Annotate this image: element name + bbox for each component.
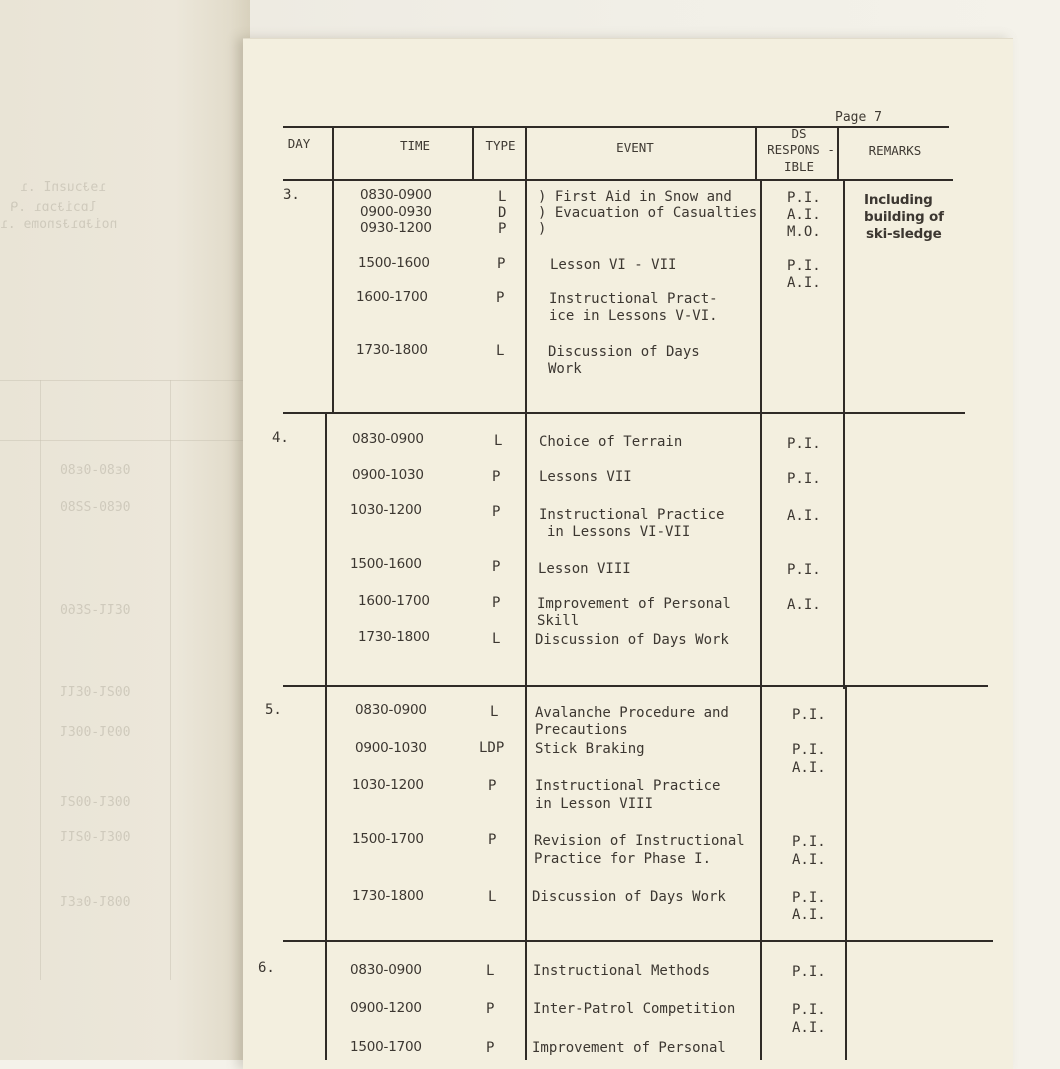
type-cell: L	[494, 433, 503, 449]
type-cell: L	[496, 343, 505, 359]
header-event: EVENT	[616, 140, 654, 155]
header-time: TIME	[399, 138, 431, 153]
day-label: 5.	[265, 702, 282, 718]
event-cell: in Lessons VI-VII	[547, 524, 691, 540]
time-cell: 1730-1800	[352, 888, 424, 904]
event-cell: Instructional Methods	[533, 963, 711, 979]
type-cell: P	[486, 1040, 495, 1056]
time-cell: 1600-1700	[356, 289, 428, 305]
ds-cell: P.I.	[792, 707, 826, 723]
remarks-cell: building of	[864, 209, 944, 225]
type-cell: D	[498, 205, 507, 221]
facing-page	[0, 0, 250, 1060]
event-cell: Avalanche Procedure and	[535, 705, 729, 721]
day-label: 6.	[258, 960, 275, 976]
ds-cell: A.I.	[787, 508, 821, 524]
bleed-through-text: 008Ɩ-0εƐƖ	[60, 895, 131, 910]
ds-cell: P.I.	[792, 964, 826, 980]
event-cell: Discussion of Days	[548, 344, 700, 360]
column-rule	[325, 412, 327, 1060]
time-cell: 1500-1700	[352, 831, 424, 847]
event-cell: Lesson VI - VII	[550, 257, 677, 273]
event-cell: Instructional Pract-	[549, 291, 718, 307]
day-separator	[283, 940, 993, 942]
ds-cell: A.I.	[792, 760, 826, 776]
event-cell: )	[538, 221, 547, 237]
bleed-through-text: 0Є80-ƧƧ80	[60, 500, 131, 515]
day-label: 4.	[272, 430, 289, 446]
ds-cell: P.I.	[792, 890, 826, 906]
event-cell: Inter-Patrol Competition	[533, 1001, 736, 1017]
time-cell: 1730-1800	[356, 342, 428, 358]
table-top-rule	[283, 126, 949, 128]
day-separator	[283, 685, 988, 687]
bleed-through-text: ɿɘɈɔuƨnI .ɿ	[20, 180, 107, 195]
type-cell: P	[488, 778, 497, 794]
time-cell: 0900-1030	[355, 740, 427, 756]
ds-cell: P.I.	[787, 436, 821, 452]
bleed-through-text: 0ƐƖƖ-ƧƐ60	[60, 603, 131, 618]
header-ds: IBLE	[783, 159, 815, 174]
event-cell: ice in Lessons V-VI.	[549, 308, 718, 324]
ds-cell: A.I.	[792, 852, 826, 868]
time-cell: 0830-0900	[355, 702, 427, 718]
bleed-through-text: 00ƐƖ-0ƧƖƖ	[60, 830, 131, 845]
time-cell: 1030-1200	[352, 777, 424, 793]
type-cell: P	[492, 559, 501, 575]
ds-cell: A.I.	[787, 207, 821, 223]
bleed-through-text: 009Ɩ-00ƐƖ	[60, 725, 131, 740]
type-cell: LDP	[479, 740, 505, 756]
remarks-cell: ski-sledge	[866, 226, 942, 242]
time-cell: 1500-1600	[350, 556, 422, 572]
type-cell: P	[492, 469, 501, 485]
type-cell: L	[498, 189, 507, 205]
type-cell: P	[492, 504, 501, 520]
ds-cell: P.I.	[787, 471, 821, 487]
column-rule	[760, 179, 762, 1060]
column-rule	[525, 126, 527, 1060]
event-cell: Stick Braking	[535, 741, 645, 757]
event-cell: Precautions	[535, 722, 628, 738]
event-cell: Lessons VII	[539, 469, 632, 485]
ds-cell: P.I.	[787, 190, 821, 206]
day-separator	[283, 412, 965, 414]
type-cell: L	[490, 704, 499, 720]
event-cell: Lesson VIII	[538, 561, 631, 577]
time-cell: 0830-0900	[360, 187, 432, 203]
column-rule	[843, 179, 845, 689]
ds-cell: P.I.	[787, 562, 821, 578]
type-cell: L	[488, 889, 497, 905]
remarks-cell: Including	[864, 192, 933, 208]
ds-cell: P.I.	[787, 258, 821, 274]
day-label: 3.	[283, 187, 300, 203]
time-cell: 1730-1800	[358, 629, 430, 645]
column-rule	[332, 126, 334, 413]
time-cell: 0900-1030	[352, 467, 424, 483]
event-cell: Improvement of Personal	[532, 1040, 726, 1056]
type-cell: L	[492, 631, 501, 647]
time-cell: 0830-0900	[352, 431, 424, 447]
event-cell: Choice of Terrain	[539, 434, 683, 450]
time-cell: 0900-0930	[360, 204, 432, 220]
ds-cell: A.I.	[787, 275, 821, 291]
event-cell: Discussion of Days Work	[532, 889, 726, 905]
time-cell: 1500-1600	[358, 255, 430, 271]
type-cell: L	[486, 963, 495, 979]
bleed-through-text: lɒɔiɈɔɒɿ .ᑫ	[10, 200, 97, 215]
ds-cell: A.I.	[792, 907, 826, 923]
ds-cell: A.I.	[792, 1020, 826, 1036]
time-cell: 1500-1700	[350, 1039, 422, 1055]
time-cell: 1030-1200	[350, 502, 422, 518]
bleed-through-text: 0ε80-0ε80	[60, 463, 131, 478]
event-cell: Discussion of Days Work	[535, 632, 729, 648]
time-cell: 0830-0900	[350, 962, 422, 978]
time-cell: 0930-1200	[360, 220, 432, 236]
header-type: TYPE	[485, 138, 516, 153]
bleed-through-text: noiɈɒɿɈƨnomɘ .ɿ	[0, 217, 118, 232]
type-cell: P	[488, 832, 497, 848]
event-cell: ) First Aid in Snow and	[538, 189, 732, 205]
ds-cell: A.I.	[787, 597, 821, 613]
event-cell: Instructional Practice	[539, 507, 725, 523]
event-cell: Instructional Practice	[535, 778, 721, 794]
event-cell: in Lesson VIII	[535, 796, 654, 812]
ds-cell: M.O.	[787, 224, 821, 240]
bleed-through-text: 00ƧƖ-0ƐƖƖ	[60, 685, 131, 700]
type-cell: P	[497, 256, 506, 272]
ds-cell: P.I.	[792, 834, 826, 850]
event-cell: Improvement of Personal	[537, 596, 731, 612]
header-day: DAY	[287, 136, 311, 151]
header-ds: RESPONS -	[767, 142, 835, 157]
page-number: Page 7	[835, 110, 882, 125]
header-ds: DS	[791, 126, 807, 141]
time-cell: 0900-1200	[350, 1000, 422, 1016]
header-rule	[283, 179, 953, 181]
bleed-through-text: 00ƐƖ-00ƧƖ	[60, 795, 131, 810]
type-cell: P	[498, 221, 507, 237]
event-cell: Practice for Phase I.	[534, 851, 712, 867]
ds-cell: P.I.	[792, 742, 826, 758]
type-cell: P	[492, 595, 501, 611]
type-cell: P	[486, 1001, 495, 1017]
column-rule	[472, 126, 474, 180]
header-remarks: REMARKS	[868, 143, 922, 158]
event-cell: Skill	[537, 613, 580, 629]
event-cell: Work	[548, 361, 582, 377]
type-cell: P	[496, 290, 505, 306]
event-cell: Revision of Instructional	[534, 833, 745, 849]
column-rule	[845, 685, 847, 1060]
event-cell: ) Evacuation of Casualties	[538, 205, 758, 221]
ds-cell: P.I.	[792, 1002, 826, 1018]
time-cell: 1600-1700	[358, 593, 430, 609]
